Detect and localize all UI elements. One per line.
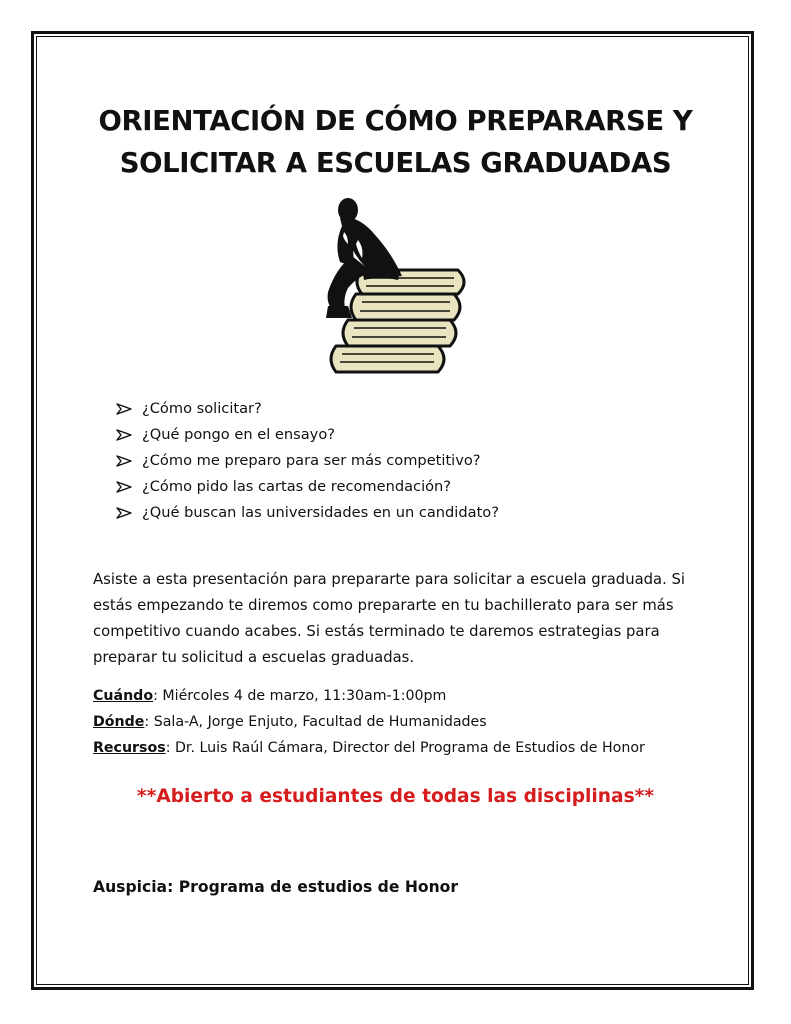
list-item xyxy=(116,396,499,422)
page-title-line-2: SOLICITAR A ESCUELAS GRADUADAS xyxy=(119,147,672,179)
question-text: ¿Cómo me preparo para ser más competitivo? xyxy=(142,452,481,469)
question-text: ¿Qué buscan las universidades en un candidato? xyxy=(142,504,499,521)
arrow-bullet-icon xyxy=(116,429,132,441)
paragraph-line: estás empezando te diremos como prepararte en tu bachillerato para ser más xyxy=(93,597,674,614)
page-title-line-1: ORIENTACIÓN DE CÓMO PREPARARSE Y xyxy=(98,105,693,137)
when-label: Cuándo xyxy=(93,688,154,704)
paragraph-line: preparar tu solicitud a escuelas graduadas. xyxy=(93,649,415,666)
resources-row xyxy=(93,735,645,761)
resources-label: Recursos xyxy=(93,740,166,756)
when-value: : Miércoles 4 de marzo, 11:30am-1:00pm xyxy=(153,688,447,704)
list-item xyxy=(116,422,499,448)
list-item xyxy=(116,500,499,526)
thinker-on-books-icon xyxy=(318,196,470,374)
where-row xyxy=(93,709,645,735)
question-text: ¿Cómo solicitar? xyxy=(142,400,262,417)
paragraph-line: Asiste a esta presentación para prepararte para solicitar a escuela graduada. Si xyxy=(93,571,686,588)
list-item xyxy=(116,448,499,474)
arrow-bullet-icon xyxy=(116,455,132,467)
when-row xyxy=(93,683,645,709)
where-value: : Sala-A, Jorge Enjuto, Facultad de Humanidades xyxy=(144,714,487,730)
event-details xyxy=(93,683,645,761)
question-list xyxy=(116,396,499,526)
arrow-bullet-icon xyxy=(116,481,132,493)
paragraph-line: competitivo cuando acabes. Si estás terminado te daremos estrategias para xyxy=(93,623,660,640)
question-text: ¿Cómo pido las cartas de recomendación? xyxy=(142,478,452,495)
where-label: Dónde xyxy=(93,714,145,730)
arrow-bullet-icon xyxy=(116,507,132,519)
list-item xyxy=(116,474,499,500)
description-paragraph xyxy=(93,567,713,671)
sponsor-line: Auspicia: Programa de estudios de Honor xyxy=(93,878,459,896)
question-text: ¿Qué pongo en el ensayo? xyxy=(142,426,335,443)
open-to-all-notice: **Abierto a estudiantes de todas las disciplinas** xyxy=(136,786,655,807)
arrow-bullet-icon xyxy=(116,403,132,415)
resources-value: : Dr. Luis Raúl Cámara, Director del Programa de Estudios de Honor xyxy=(165,740,645,756)
